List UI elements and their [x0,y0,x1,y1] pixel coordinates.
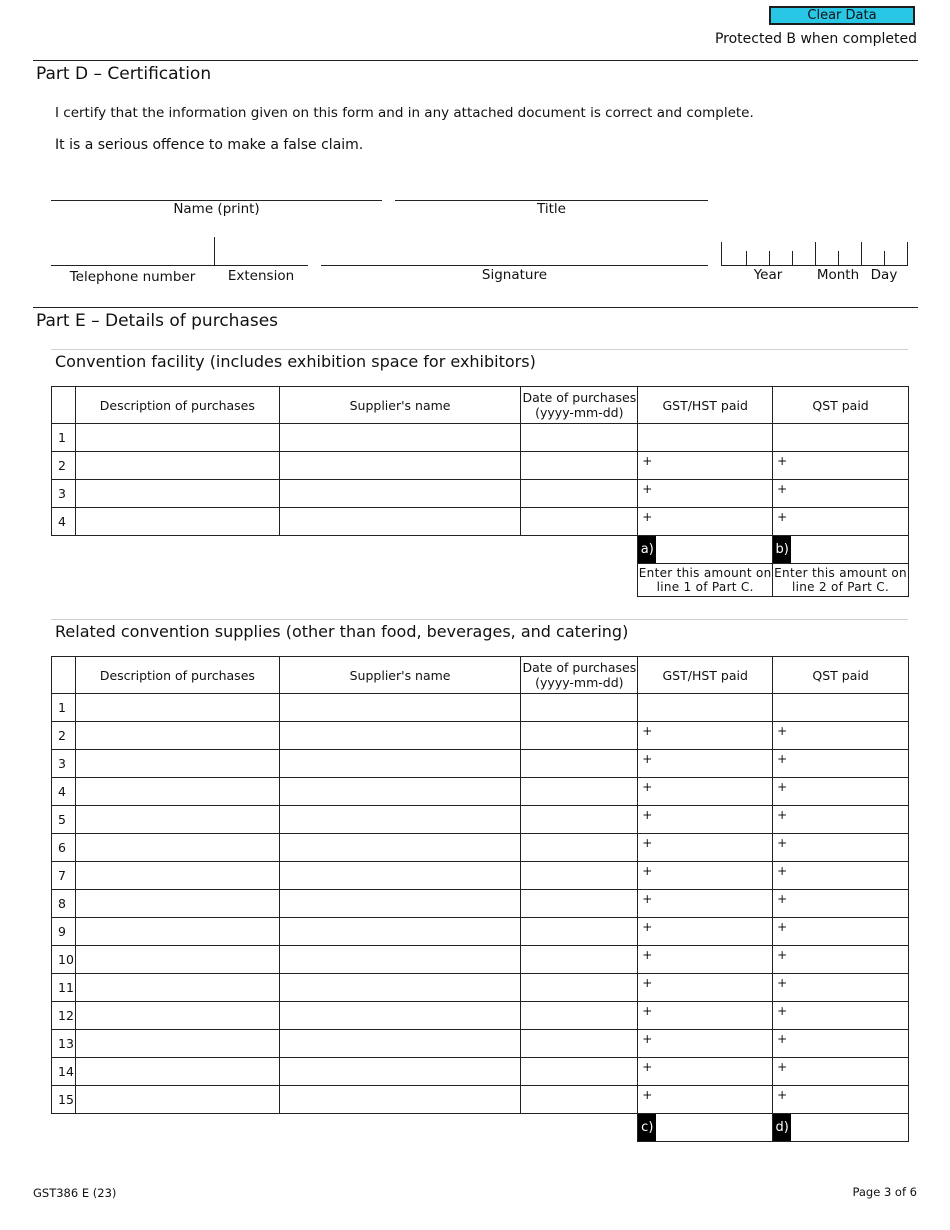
table-row [52,1058,909,1086]
plus-sign: + [777,808,788,822]
supplier-cell[interactable] [279,918,521,946]
plus-sign: + [777,752,788,766]
supplier-header: Supplier's name [279,387,521,424]
description-cell[interactable] [75,1058,279,1086]
row-number: 11 [52,974,76,1002]
gst-hst-cell[interactable] [638,834,773,862]
description-cell[interactable] [75,778,279,806]
date-cell[interactable] [521,480,638,508]
signature-field[interactable] [321,265,708,266]
description-header: Description of purchases [75,657,279,694]
row-number: 2 [52,722,76,750]
qst-cell[interactable] [773,834,909,862]
day-label: Day [870,267,898,283]
date-cell[interactable] [521,890,638,918]
total-qst-cell[interactable] [773,536,909,564]
telephone-field[interactable] [51,265,308,266]
total-gst-label: a) [638,536,656,563]
table-row [52,1030,909,1058]
qst-cell[interactable] [773,722,909,750]
row-number: 2 [52,452,76,480]
description-cell[interactable] [75,834,279,862]
row-number: 4 [52,778,76,806]
table-row [52,862,909,890]
plus-sign: + [777,510,788,524]
date-cell[interactable] [521,1058,638,1086]
qst-cell[interactable] [773,806,909,834]
title-label: Title [537,201,566,217]
table-row [52,834,909,862]
row-number-header [52,387,76,424]
section-divider [33,60,918,61]
plus-sign: + [642,1004,653,1018]
qst-header: QST paid [773,657,909,694]
date-cell[interactable] [521,722,638,750]
date-cell[interactable] [521,806,638,834]
signature-label: Signature [481,267,548,283]
row-number: 12 [52,1002,76,1030]
row-number: 1 [52,694,76,722]
date-cell[interactable] [521,834,638,862]
description-cell[interactable] [75,918,279,946]
total-gst-label: c) [638,1114,656,1141]
description-cell[interactable] [75,694,279,722]
supplier-cell[interactable] [279,1086,521,1114]
supplier-cell[interactable] [279,1002,521,1030]
table-row [52,974,909,1002]
telephone-label: Telephone number [69,269,196,285]
supplier-cell[interactable] [279,694,521,722]
row-number: 15 [52,1086,76,1114]
name-label: Name (print) [173,201,260,217]
plus-sign: + [777,482,788,496]
supplier-cell[interactable] [279,1030,521,1058]
convention-supplies-table [51,656,909,1142]
part-d-title: Part D – Certification [36,64,212,84]
description-cell[interactable] [75,806,279,834]
supplier-cell[interactable] [279,1058,521,1086]
row-number: 3 [52,480,76,508]
plus-sign: + [642,1032,653,1046]
plus-sign: + [642,752,653,766]
plus-sign: + [777,892,788,906]
date-cell[interactable] [521,1086,638,1114]
convention-facility-table [51,386,909,597]
date-header: Date of purchases (yyyy-mm-dd) [521,657,638,694]
row-number: 3 [52,750,76,778]
description-cell[interactable] [75,862,279,890]
gst-hst-cell[interactable] [638,918,773,946]
gst-hst-cell[interactable] [638,974,773,1002]
page-number: Page 3 of 6 [852,1185,917,1199]
table-row [52,508,909,536]
plus-sign: + [777,724,788,738]
gst-hst-cell[interactable] [638,750,773,778]
supplier-cell[interactable] [279,722,521,750]
convention-heading: Convention facility (includes exhibition space for exhibitors) [55,352,536,371]
qst-cell[interactable] [773,424,909,452]
date-cell[interactable] [521,750,638,778]
row-number: 1 [52,424,76,452]
plus-sign: + [642,864,653,878]
plus-sign: + [642,836,653,850]
date-cell[interactable] [521,918,638,946]
row-number-header [52,657,76,694]
note-qst: Enter this amount on line 2 of Part C. [773,564,909,597]
plus-sign: + [642,454,653,468]
supplier-cell[interactable] [279,750,521,778]
table-row [52,778,909,806]
description-cell[interactable] [75,946,279,974]
supplier-header: Supplier's name [279,657,521,694]
total-row [52,536,909,564]
table-row [52,1086,909,1114]
row-number: 9 [52,918,76,946]
plus-sign: + [642,892,653,906]
qst-cell[interactable] [773,1058,909,1086]
row-number: 4 [52,508,76,536]
section-divider [33,307,918,308]
supplier-cell[interactable] [279,834,521,862]
date-cell[interactable] [521,508,638,536]
supplier-cell[interactable] [279,778,521,806]
plus-sign: + [777,836,788,850]
row-number: 7 [52,862,76,890]
plus-sign: + [777,1032,788,1046]
gst-hst-cell[interactable] [638,890,773,918]
date-cell[interactable] [521,1030,638,1058]
total-qst-label: b) [773,536,791,563]
description-cell[interactable] [75,1030,279,1058]
plus-sign: + [642,780,653,794]
qst-cell[interactable] [773,946,909,974]
qst-cell[interactable] [773,480,909,508]
supplier-cell[interactable] [279,480,521,508]
qst-cell[interactable] [773,862,909,890]
description-cell[interactable] [75,1086,279,1114]
total-gst-cell[interactable] [638,536,773,564]
supplier-cell[interactable] [279,508,521,536]
plus-sign: + [777,948,788,962]
gst-hst-header: GST/HST paid [638,387,773,424]
date-cell[interactable] [521,452,638,480]
date-cell[interactable] [521,862,638,890]
gst-hst-cell[interactable] [638,1086,773,1114]
plus-sign: + [642,482,653,496]
date-cell[interactable] [521,694,638,722]
gst-hst-cell[interactable] [638,424,773,452]
supplier-cell[interactable] [279,862,521,890]
part-e-title: Part E – Details of purchases [36,311,279,331]
month-label: Month [816,267,860,283]
year-label: Year [753,267,783,283]
description-cell[interactable] [75,424,279,452]
date-cell[interactable] [521,778,638,806]
row-number: 5 [52,806,76,834]
qst-cell[interactable] [773,1086,909,1114]
gst-hst-cell[interactable] [638,1030,773,1058]
gst-hst-cell[interactable] [638,1058,773,1086]
gst-hst-cell[interactable] [638,862,773,890]
false-claim-warning: It is a serious offence to make a false claim. [55,137,364,153]
plus-sign: + [642,510,653,524]
plus-sign: + [642,976,653,990]
date-cell[interactable] [521,974,638,1002]
description-cell[interactable] [75,480,279,508]
date-cell[interactable] [521,424,638,452]
plus-sign: + [642,948,653,962]
gst-hst-cell[interactable] [638,452,773,480]
gst-hst-cell[interactable] [638,722,773,750]
supplies-heading: Related convention supplies (other than food, beverages, and catering) [55,622,629,641]
gst-hst-cell[interactable] [638,806,773,834]
qst-cell[interactable] [773,918,909,946]
qst-cell[interactable] [773,974,909,1002]
gst-hst-cell[interactable] [638,508,773,536]
gst-hst-header: GST/HST paid [638,657,773,694]
table-row [52,722,909,750]
table-row [52,946,909,974]
row-number: 10 [52,946,76,974]
gst-hst-cell[interactable] [638,946,773,974]
plus-sign: + [777,920,788,934]
plus-sign: + [642,724,653,738]
total-gst-cell[interactable] [638,1114,773,1142]
table-row [52,480,909,508]
table-row [52,750,909,778]
plus-sign: + [642,1088,653,1102]
gst-hst-cell[interactable] [638,1002,773,1030]
note-gst: Enter this amount on line 1 of Part C. [638,564,773,597]
qst-cell[interactable] [773,452,909,480]
plus-sign: + [777,454,788,468]
form-id: GST386 E (23) [33,1186,117,1200]
description-cell[interactable] [75,722,279,750]
plus-sign: + [642,808,653,822]
plus-sign: + [777,1004,788,1018]
qst-cell[interactable] [773,778,909,806]
qst-cell[interactable] [773,890,909,918]
table-row [52,694,909,722]
plus-sign: + [777,1088,788,1102]
row-number: 14 [52,1058,76,1086]
total-qst-cell[interactable] [773,1114,909,1142]
table-row [52,806,909,834]
supplier-cell[interactable] [279,806,521,834]
qst-cell[interactable] [773,694,909,722]
plus-sign: + [777,864,788,878]
table-row [52,1002,909,1030]
qst-cell[interactable] [773,1030,909,1058]
gst-hst-cell[interactable] [638,480,773,508]
description-cell[interactable] [75,452,279,480]
gst-hst-cell[interactable] [638,778,773,806]
description-header: Description of purchases [75,387,279,424]
description-cell[interactable] [75,890,279,918]
table-row [52,424,909,452]
table-row [52,890,909,918]
supplier-cell[interactable] [279,946,521,974]
qst-cell[interactable] [773,750,909,778]
plus-sign: + [642,1060,653,1074]
table-row [52,918,909,946]
plus-sign: + [777,1060,788,1074]
protected-notice: Protected B when completed [714,31,917,47]
qst-cell[interactable] [773,1002,909,1030]
clear-data-button[interactable]: Clear Data [769,6,915,25]
qst-header: QST paid [773,387,909,424]
plus-sign: + [642,920,653,934]
gst-hst-cell[interactable] [638,694,773,722]
description-cell[interactable] [75,508,279,536]
supplier-cell[interactable] [279,890,521,918]
certification-statement: I certify that the information given on this form and in any attached document is correct and complete. [55,105,754,121]
supplier-cell[interactable] [279,974,521,1002]
description-cell[interactable] [75,750,279,778]
date-cell[interactable] [521,946,638,974]
row-number: 8 [52,890,76,918]
row-number: 6 [52,834,76,862]
total-row [52,1114,909,1142]
description-cell[interactable] [75,1002,279,1030]
total-qst-label: d) [773,1114,791,1141]
row-number: 13 [52,1030,76,1058]
supplier-cell[interactable] [279,452,521,480]
extension-label: Extension [227,268,295,284]
description-cell[interactable] [75,974,279,1002]
date-field[interactable] [721,265,908,266]
table-row [52,452,909,480]
qst-cell[interactable] [773,508,909,536]
date-cell[interactable] [521,1002,638,1030]
supplier-cell[interactable] [279,424,521,452]
plus-sign: + [777,780,788,794]
date-header: Date of purchases (yyyy-mm-dd) [521,387,638,424]
telephone-separator [214,237,215,265]
plus-sign: + [777,976,788,990]
